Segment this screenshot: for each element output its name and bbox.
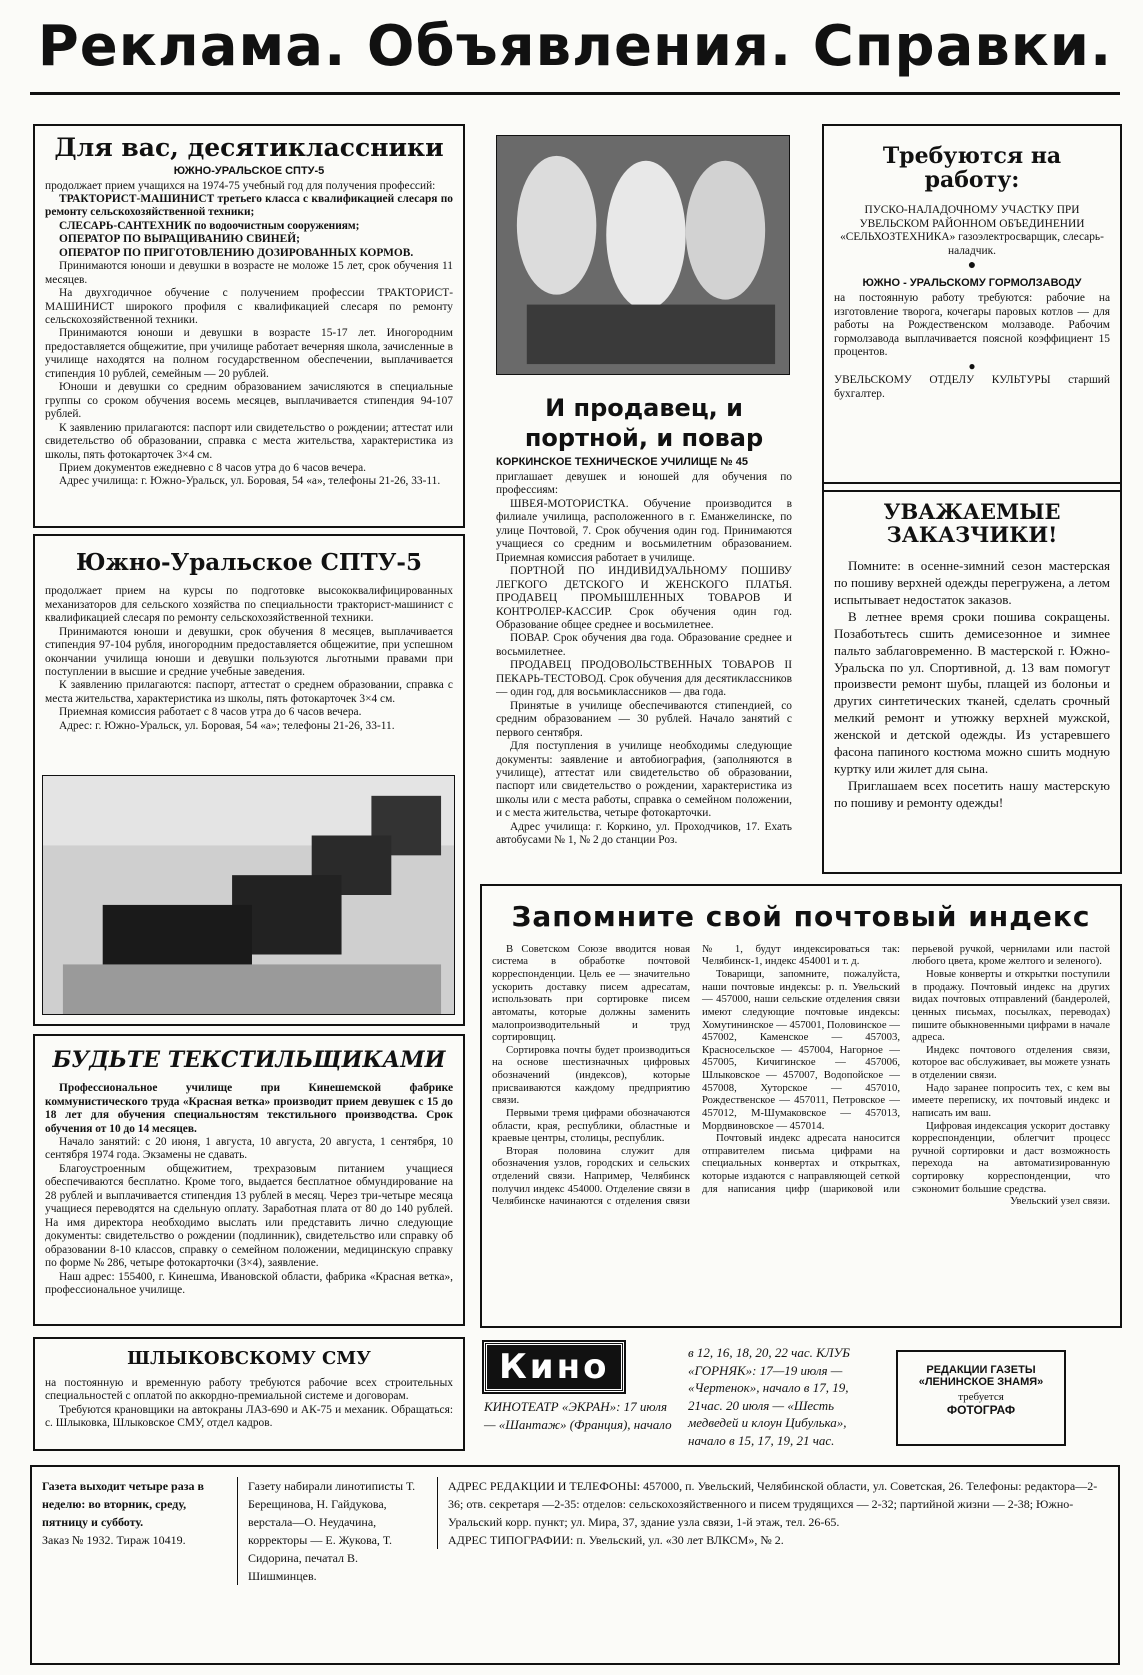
paragraph: ФОТОГРАФ xyxy=(946,1403,1016,1417)
paragraph: Адрес училища: г. Коркино, ул. Проходчиков, 17. Ехать автобусами № 1, № 2 до станции Роз. xyxy=(496,820,792,847)
paragraph: Принимаются юноши и девушки в возрасте 15-17 лет. Иногородним предоставляется общежитие, при училище работает вечерняя школа, зачисленные в училище находятся на полном государственном обеспечении, выплачивается стипендия 10 рублей, семейным — 20 рублей. xyxy=(45,327,453,380)
paragraph: Начало занятий: с 20 июня, 1 августа, 10 августа, 20 августа, 1 сентября, 10 сентября 1974 года. Экзамены не сдавать. xyxy=(45,1136,453,1162)
paragraph: К заявлению прилагаются: паспорт, аттестат о среднем образовании, справка с места жительства, характеристика из школы, пять фотокарточек 3×4 см. xyxy=(45,679,453,705)
paragraph: Юноши и девушки со средним образованием зачисляются в специальные группы со сроком обучения восемь месяцев, выплачивается стипендия 94-107 рублей. xyxy=(45,381,453,421)
footer-text: АДРЕС РЕДАКЦИИ И ТЕЛЕФОНЫ: 457000, п. Увельский, Челябинской области, ул. Советская, 26. Телефоны: редактора—2-36; отв. секретаря —2-35: отделов: сельскохозяйственного и писем трудящихся — 2-32; партийной жизни — 2-38; Южно-Уральский корр. пункт; ул. Мира, 37, здание узла связи, 1-й этаж, тел. 26-65. xyxy=(448,1479,1098,1529)
paragraph: Вторая половина служит для обозначения узлов, городских и сельских отделений связи. Например, Челябинск получил индекс 454000. Отделение связи в Челябинске начинаются с отделения связи № 1, будут индексироваться так: Челябинск-1, индекс 454001 и т. д. xyxy=(492,942,900,1208)
ad-jobs xyxy=(822,124,1122,492)
paragraph: К заявлению прилагаются: паспорт или свидетельство о рождении; аттестат или свидетельство об образовании, справка с места жительства, характеристика из школы, пять фотокарточек 3×4 см. xyxy=(45,421,453,461)
ad-title: БУДЬТЕ ТЕКСТИЛЬЩИКАМИ xyxy=(52,1047,446,1073)
paragraph: Новые конверты и открытки поступили в продажу. Почтовый индекс на других видах почтовых отправлений (бандеролей, ценных письмах, посылках, переводах) пишите обыкновенными цифрами в начале адреса. xyxy=(912,968,1110,1044)
paragraph: Почтовый индекс адресата наносится отправителем письма цифрами на специальных конвертах и открытках, которые издаются с направляющей сеткой для написания цифр (шариковой или перьевой ручкой, чернилами или пастой любого цвета, кроме желтого и зеленого). xyxy=(702,942,1110,1195)
cinema-schedule: КИНОТЕАТР «ЭКРАН»: 17 июля — «Шантаж» (Франция), начало xyxy=(484,1399,672,1432)
publication-schedule xyxy=(42,1477,222,1549)
paragraph: Принимаются юноши и девушки, срок обучения 8 месяцев, выплачивается стипендия 97-104 рубля, иногородним предоставляется общежитие, при успешном окончании училища юноши и девушки пользуются льготными правами при поступлении в высшие и средние учебные заведения. xyxy=(45,625,453,679)
paragraph: Прием документов ежедневно с 8 часов утра до 6 часов вечера. xyxy=(59,462,367,475)
paragraph: Принимаются юноши и девушки в возрасте не моложе 15 лет, срок обучения 11 месяцев. xyxy=(45,260,453,286)
ad-title: Для вас, десятиклассники xyxy=(54,133,444,162)
ad-shlykovo-smu xyxy=(33,1337,465,1451)
paragraph: В летнее время сроки пошива сокращены. Позаботьтесь сшить демисезонное и зимнее пальто заблаговременно. В мастерской г. Южно-Уральска по ул. Спортивной, д. 13 вам помогут произвести ремонт шубы, плащей из болоньи и других синтетических тканей, сделать срочный мелкий ремонт и утюжку верхней мужской, женской и детской одежды. Из устаревшего фасона папиного костюма можно сшить модную куртку или жилет для сына. xyxy=(834,608,1110,776)
ad-dear-customers xyxy=(822,482,1122,874)
paragraph: ПРОДАВЕЦ ПРОДОВОЛЬСТВЕННЫХ ТОВАРОВ II ПЕКАРЬ-ТЕСТОВОД. Срок обучения для десятиклассников — один год, для восьмиклассников — два года. xyxy=(496,659,792,699)
paragraph: Требуются крановщики на автокраны ЛАЗ-690 и АК-75 и механик. Обращаться: с. Шлыковка, Шлыковское СМУ, отдел кадров. xyxy=(45,1403,453,1430)
paragraph: ПОРТНОЙ ПО ИНДИВИДУАЛЬНОМУ ПОШИВУ ЛЕГКОГО ДЕТСКОГО И ЖЕНСКОГО ПЛАТЬЯ. ПРОДАВЕЦ ПРОМЫШЛЕННЫХ ТОВАРОВ И КОНТРОЛЕР-КАССИР. Срок обучения один год. Образование общее среднее и восьмилетнее. xyxy=(496,565,792,631)
ad-title: И продавец, и портной, и повар xyxy=(524,394,764,452)
paragraph: В Советском Союзе вводится новая система в обработке почтовой корреспонденции. Цель ее — значительно ускорить доставку писем адресатам, использовать при сортировке писем автоматы, которые должны заменить малопроизводительный и труд сортировщиц. xyxy=(492,942,690,1044)
paragraph: приглашает девушек и юношей для обучения по профессиям: xyxy=(496,471,792,497)
ad-postal-index xyxy=(480,884,1122,1328)
paragraph: на постоянную работу требуются: рабочие на изготовление творога, кочегары паровых котлов — для работы на Рождественском молзаводе. Рабочим гормолзавода выплачивается поясной коэффициент 15 процентов. xyxy=(834,292,1110,358)
paragraph: Товарищи, запомните, пожалуйста, наши почтовые индексы: р. п. Увельский — 457000, наши сельские отделения связи имеют следующие почтовые индексы: Хомутининское — 457001, Половинское — 457002, Каменское — 457003, Красносельское — 457004, Нагорное — 457005, Кичигинское — 457006, Шлыковское — 457007, Водопойское — 457008, Хуторское — 457010, Рождественское — 457011, Петровское — 457012, М-Шумаковское — 457013, Мордвиновское — 457014. xyxy=(702,968,900,1132)
paragraph: ПОВАР. Срок обучения два года. Образование среднее и восьмилетнее. xyxy=(496,632,792,658)
paragraph: Первыми тремя цифрами обозначаются области, края, республики, областные и краевые центры, столицы, республик. xyxy=(492,1106,690,1145)
paragraph: Приемная комиссия работает с 8 часов утра до 6 часов вечера. xyxy=(59,706,362,719)
paragraph: Адрес: г. Южно-Уральск, ул. Боровая, 54 «а»; телефоны 21-26, 33-11. xyxy=(59,719,395,732)
paragraph: на постоянную и временную работу требуются рабочие всех строительных специальностей с оплатой по аккордно-премиальной системе и договорам. xyxy=(45,1376,453,1403)
cinema-ad xyxy=(484,1342,680,1454)
paragraph: ТРАКТОРИСТ-МАШИНИСТ третьего класса с квалификацией слесаря по ремонту сельскохозяйственной техники; xyxy=(45,192,453,219)
ad-tenth-graders xyxy=(33,124,465,528)
paragraph: Принятые в училище обеспечиваются стипендией, со средним образованием — 30 рублей. Начало занятий с первого сентября. xyxy=(496,699,792,739)
paragraph: Наш адрес: 155400, г. Кинешма, Ивановской области, фабрика «Красная ветка», профессиональное училище. xyxy=(45,1270,453,1296)
paragraph: УВЕЛЬСКОМУ ОТДЕЛУ КУЛЬТУРЫ старший бухгалтер. xyxy=(834,374,1110,400)
ad-title: Требуются на работу: xyxy=(882,143,1062,194)
ad-title: ШЛЫКОВСКОМУ СМУ xyxy=(127,1348,371,1369)
paragraph: Индекс почтового отделения связи, которое вас обслуживает, вы можете узнать в отделении связи. xyxy=(912,1043,1110,1082)
paragraph: Адрес училища: г. Южно-Уральск, ул. Боровая, 54 «а», телефоны 21-26, 33-11. xyxy=(59,475,441,488)
paragraph: продолжает прием учащихся на 1974-75 учебный год для получения профессий: xyxy=(45,179,436,192)
bullet-icon: ● xyxy=(967,258,977,274)
ad-subtitle: КОРКИНСКОЕ ТЕХНИЧЕСКОЕ УЧИЛИЩЕ № 45 xyxy=(496,456,748,468)
footer-text: Газета выходит четыре раза в неделю: во вторник, среду, пятницу и субботу. xyxy=(42,1479,205,1529)
ad-korkino-school xyxy=(486,385,802,865)
paragraph: СЛЕСАРЬ-САНТЕХНИК по водоочистным сооружениям; xyxy=(59,219,360,232)
paragraph: Приглашаем всех посетить нашу мастерскую по пошиву и ремонту одежды! xyxy=(834,777,1110,810)
paragraph: ОПЕРАТОР ПО ПРИГОТОВЛЕНИЮ ДОЗИРОВАННЫХ КОРМОВ. xyxy=(59,246,414,259)
paragraph: Цифровая индексация ускорит доставку корреспонденции, облегчит процесс ручной сортировки и даст возможность перехода на автоматизированную сортировку корреспонденции, что сэкономит большие средства. xyxy=(912,1119,1110,1195)
tractors-photo xyxy=(42,775,455,1015)
typesetters: Газету набирали линотиписты Т. Берещинова, Н. Гайдукова, верстала—О. Неудачина, корректоры — Е. Жукова, Т. Сидорина, печатал В. Шишминцев. xyxy=(237,1477,427,1585)
footer-text: Заказ № 1932. Тираж 10419. xyxy=(42,1533,186,1547)
paragraph: ШВЕЯ-МОТОРИСТКА. Обучение производится в филиале училища, расположенного в г. Еманжелинске, по улице Почтовой, 7. Срок обучения один год. Принимаются учащиеся со средним и восьмилетним образованием. Приемная комиссия работает в училище. xyxy=(496,497,792,564)
editorial-address xyxy=(437,1477,1107,1549)
ad-title: Запомните свой почтовый индекс xyxy=(511,900,1091,933)
club-schedule: в 12, 16, 18, 20, 22 час. КЛУБ «ГОРНЯК»: 17—19 июля — «Чертенок», начало в 17, 19, 21час. 20 июля — «Шесть медведей и клоун Цибулька», начало в 15, 17, 19, 21 час. xyxy=(688,1345,850,1448)
footer-text: АДРЕС ТИПОГРАФИИ: п. Увельский, ул. «30 лет ВЛКСМ», № 2. xyxy=(448,1533,784,1547)
paragraph: ПУСКО-НАЛАДОЧНОМУ УЧАСТКУ ПРИ УВЕЛЬСКОМ РАЙОННОМ ОБЪЕДИНЕНИИ «СЕЛЬХОЗТЕХНИКА» газоэлектросварщик, слесарь-наладчик. xyxy=(840,204,1104,257)
ad-title: РЕДАКЦИИ ГАЗЕТЫ «ЛЕНИНСКОЕ ЗНАМЯ» xyxy=(918,1364,1044,1388)
paragraph: ОПЕРАТОР ПО ВЫРАЩИВАНИЮ СВИНЕЙ; xyxy=(59,233,300,246)
cooks-photo xyxy=(496,135,790,375)
ad-title: УВАЖАЕМЫЕ ЗАКАЗЧИКИ! xyxy=(883,499,1061,548)
paragraph: Надо заранее попросить тех, с кем вы имеете переписку, их почтовый индекс и написать им ваш. xyxy=(912,1081,1110,1119)
header-rule xyxy=(30,92,1120,95)
paragraph: требуется xyxy=(958,1391,1004,1403)
paragraph: Профессиональное училище при Кинешемской фабрике коммунистического труда «Красная ветка» производит прием девушек с 15 до 18 лет для обучения специальностям текстильного производства. Срок обучения от 10 до 14 месяцев. xyxy=(45,1082,453,1135)
paragraph: Благоустроенным общежитием, трехразовым питанием учащиеся обеспечиваются бесплатно. Кроме того, выдается бесплатное обмундирование на 28 рублей и выплачивается стипендия 13 рублей в месяц. Через три-четыре месяца учащиеся переводятся на сдельную оплату. Заработная плата от 80 до 140 рублей. На имя директора необходимо выслать или представить лично следующие документы: свидетельство о рождении (подлинник), свидетельство или справку об образовании 8-10 классов, справку о семейном положении, медицинскую справку по форме № 286, четыре фотокарточки (3×4), заявление. xyxy=(45,1162,453,1270)
ad-subtitle: ЮЖНО - УРАЛЬСКОМУ ГОРМОЛЗАВОДУ xyxy=(862,277,1082,290)
ad-subtitle: ЮЖНО-УРАЛЬСКОЕ СПТУ-5 xyxy=(173,164,325,177)
paragraph: продолжает прием на курсы по подготовке высококвалифицированных механизаторов для сельского хозяйства по специальности тракторист-машинист с квалификацией слесаря по ремонту сельскохозяйственной техники. xyxy=(45,585,453,625)
paragraph: Для поступления в училище необходимы следующие документы: заявление и автобиография, (заполняются в училище), аттестат или свидетельство об образовании, паспорт или свидетельство о рождении, характеристика из школы или с места работы, справка о семейном положении, и с места жительства, четыре фотокарточки. xyxy=(496,740,792,820)
signature: Увельский узел связи. xyxy=(1010,1195,1110,1208)
ad-photographer xyxy=(896,1350,1066,1446)
imprint-footer xyxy=(30,1465,1120,1665)
cinema-logo: Кино xyxy=(484,1342,624,1392)
page-title: Реклама. Объявления. Справки. xyxy=(37,14,1113,79)
paragraph: На двухгодичное обучение с получением профессии ТРАКТОРИСТ-МАШИНИСТ широкого профиля с квалификацией слесаря по ремонту сельскохозяйственной техники. xyxy=(45,287,453,327)
bullet-icon: ● xyxy=(968,359,976,374)
ad-textile xyxy=(33,1034,465,1326)
paragraph: Сортировка почты будет производиться на основе шестизначных цифровых обозначений (индексов), которые присваиваются каждому предприятию связи. xyxy=(492,1043,690,1107)
paragraph: Помните: в осенне-зимний сезон мастерская по пошиву верхней одежды перегружена, а летом испытывает недостаток заказов. xyxy=(834,558,1110,607)
ad-title: Южно-Уральское СПТУ-5 xyxy=(76,549,422,576)
